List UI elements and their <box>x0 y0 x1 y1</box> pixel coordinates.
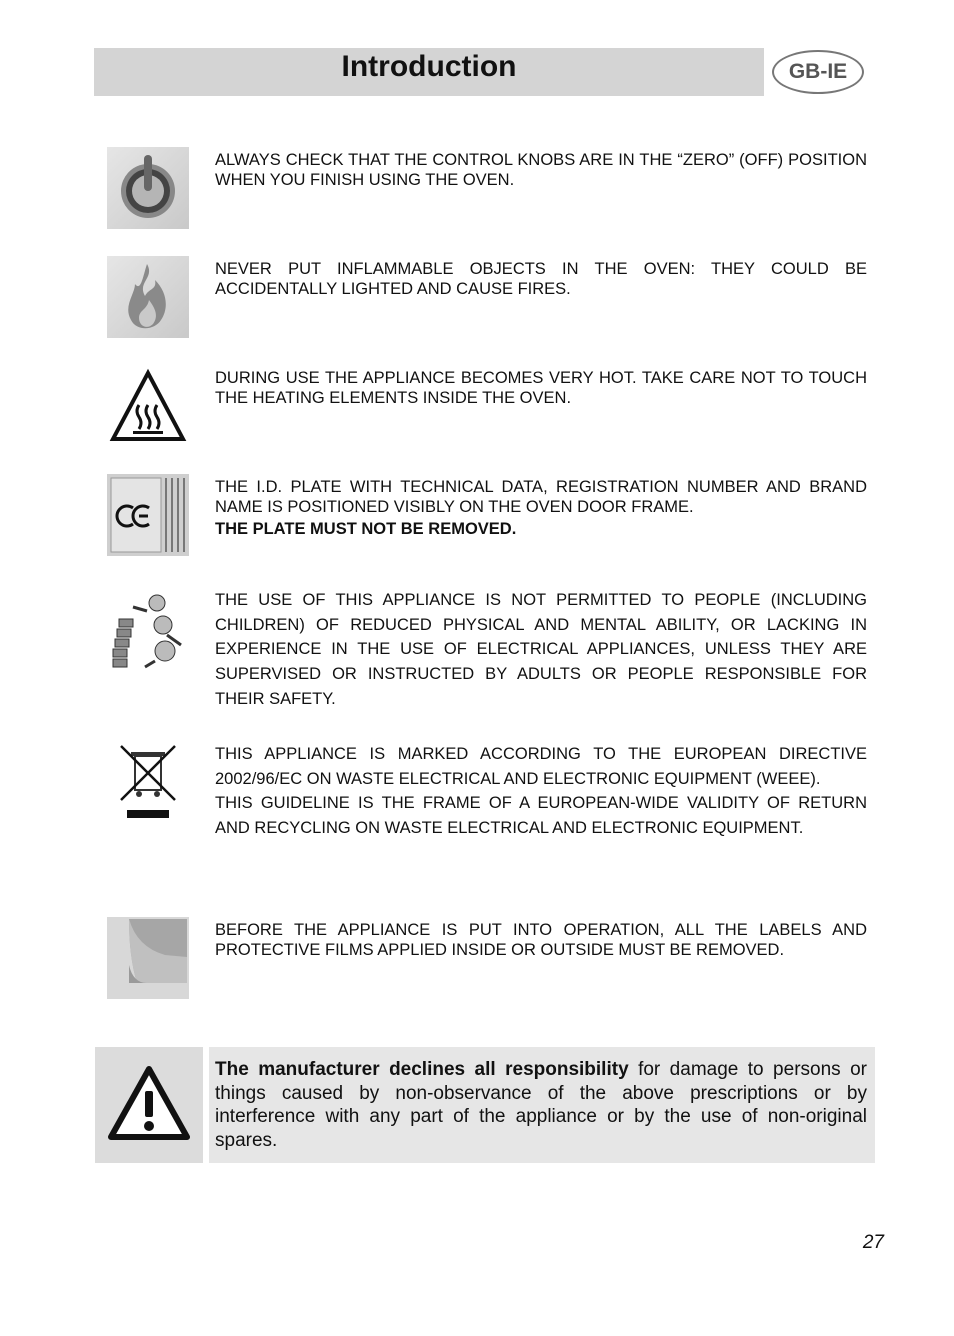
divider <box>203 1047 209 1163</box>
item-text: ALWAYS CHECK THAT THE CONTROL KNOBS ARE IN THE “ZERO” (OFF) POSITION WHEN YOU FINISH USING THE OVEN. <box>215 151 867 189</box>
protective-film-icon <box>107 917 189 999</box>
page-title: Introduction <box>341 50 517 83</box>
page-number: 27 <box>862 1232 884 1253</box>
item-text <box>215 477 867 539</box>
item-text: DURING USE THE APPLIANCE BECOMES VERY HOT. TAKE CARE NOT TO TOUCH THE HEATING ELEMENTS INSIDE THE OVEN. <box>215 369 867 407</box>
crossed-bin-weee-icon <box>107 740 189 822</box>
item-bold-text: THE PLATE MUST NOT BE REMOVED. <box>215 520 517 538</box>
disclaimer-lead: The manufacturer declines all responsibility <box>215 1059 629 1080</box>
item-text-line: THIS APPLIANCE IS MARKED ACCORDING TO THE EUROPEAN DIRECTIVE 2002/96/EC ON WASTE ELECTRICAL AND ELECTRONIC EQUIPMENT (WEEE). <box>215 745 867 788</box>
item-text-line: THE I.D. PLATE WITH TECHNICAL DATA, REGISTRATION NUMBER AND BRAND NAME IS POSITIONED VISIBLY ON THE OVEN DOOR FRAME. <box>215 478 867 516</box>
item-text-line-2: THIS GUIDELINE IS THE FRAME OF A EUROPEAN-WIDE VALIDITY OF RETURN AND RECYCLING ON WASTE ELECTRICAL AND ELECTRONIC EQUIPMENT. <box>215 794 867 838</box>
item-text <box>215 742 867 841</box>
hot-surface-warning-icon <box>107 365 189 447</box>
flame-icon <box>107 256 189 338</box>
warning-triangle-icon <box>95 1047 203 1163</box>
children-climbing-icon <box>107 589 189 671</box>
item-text: NEVER PUT INFLAMMABLE OBJECTS IN THE OVEN: THEY COULD BE ACCIDENTALLY LIGHTED AND CAUSE FIRES. <box>215 260 867 298</box>
language-badge: GB-IE <box>772 50 864 94</box>
item-text: BEFORE THE APPLIANCE IS PUT INTO OPERATION, ALL THE LABELS AND PROTECTIVE FILMS APPLIED INSIDE OR OUTSIDE MUST BE REMOVED. <box>215 921 867 959</box>
ce-id-plate-icon <box>107 474 189 556</box>
disclaimer-text <box>215 1058 867 1152</box>
disclaimer-body: for damage to persons or things caused by non-observance of the above prescriptions or by interference with any part of the appliance or by the use of non-original spares. <box>215 1059 867 1151</box>
item-text: THE USE OF THIS APPLIANCE IS NOT PERMITTED TO PEOPLE (INCLUDING CHILDREN) OF REDUCED PHYSICAL AND MENTAL ABILITY, OR LACKING IN EXPERIENCE IN THE USE OF ELECTRICAL APPLIANCES, UNLESS THEY ARE SUPERVISED OR INSTRUCTED BY ADULTS OR PEOPLE RESPONSIBLE FOR THEIR SAFETY. <box>215 591 867 708</box>
control-knob-icon <box>107 147 189 229</box>
